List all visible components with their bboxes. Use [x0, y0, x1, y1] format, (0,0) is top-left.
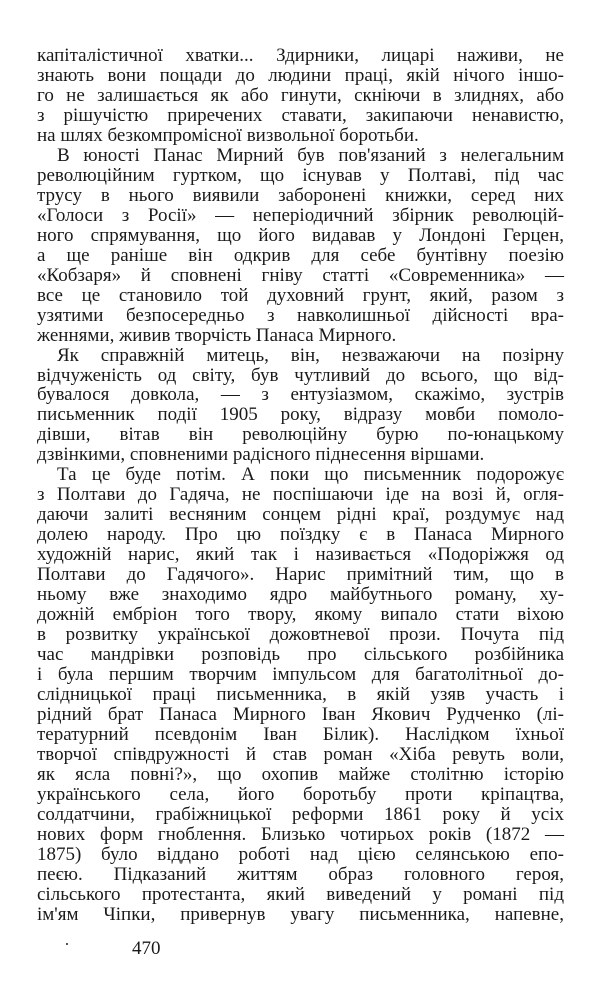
- text-line: го не залишається як або гинути, скніючи в злиднях, або: [37, 84, 564, 106]
- text-line: на шлях безкомпромісної визвольної боротьби.: [37, 124, 419, 146]
- text-line: знають вони пощади до людини праці, якій нічого іншо-: [37, 64, 564, 86]
- text-line: тературний псевдонім Іван Білик). Наслідком їхньої: [37, 723, 564, 745]
- text-line: рідний брат Панаса Мирного Іван Якович Рудченко (лі-: [37, 703, 564, 725]
- text-line: Полтави до Гадячого». Нарис примітний тим, що в: [37, 564, 564, 586]
- text-line: творчої співдружності й став роман «Хіба ревуть воли,: [37, 743, 564, 765]
- text-line: узятими безпосередньо з навколишньої дійсності вра-: [37, 304, 564, 326]
- text-line: ім'ям Чіпки, привернув увагу письменника, напевне,: [37, 903, 564, 925]
- scan-speck: [66, 943, 68, 945]
- paragraph: [37, 465, 564, 924]
- text-line: ного спрямування, що його видавав у Лондоні Герцен,: [37, 224, 564, 246]
- text-line: трусу в нього виявили заборонені книжки, серед них: [37, 184, 564, 206]
- text-line: слідницької праці письменника, в якій узяв участь і: [37, 684, 564, 705]
- text-line: час мандрівки розповідь про сільського розбійника: [37, 644, 564, 666]
- text-line: женнями, живив творчість Панаса Мирного.: [37, 324, 397, 346]
- text-line: солдатчини, грабіжницької реформи 1861 року й усіх: [37, 803, 564, 825]
- text-line: дівши, вітав він революційну бурю по-юнацькому: [37, 424, 564, 446]
- paragraph: [37, 46, 564, 146]
- text-line: революційним гуртком, що існував у Полтаві, під час: [37, 164, 564, 186]
- text-line: українського села, його боротьбу проти кріпацтва,: [37, 783, 564, 805]
- text-line: а ще раніше він одкрив для себе бунтівну поезію: [37, 244, 564, 266]
- text-line: відчуженість од світу, був чутливий до всього, що від-: [37, 364, 564, 386]
- text-line: 1875) було віддано роботі над цією селянською епо-: [37, 843, 564, 865]
- text-line: даючи залиті весняним сонцем рідні краї, роздумує над: [37, 504, 564, 526]
- text-line: дзвінкими, сповненими радісного піднесення віршами.: [37, 444, 485, 466]
- paragraph: [37, 146, 564, 346]
- paragraph: [37, 346, 564, 466]
- text-line: ньому вже знаходимо ядро майбутнього роману, ху-: [37, 584, 564, 606]
- text-line: пеєю. Підказаний життям образ головного героя,: [37, 863, 564, 885]
- text-line: як ясла повні?», що охопив майже столітню історію: [37, 763, 564, 785]
- text-line: дожній ембріон того твору, якому випало стати віхою: [37, 604, 564, 626]
- text-line: письменник події 1905 року, відразу мовби помоло-: [37, 404, 564, 426]
- text-line: сільського протестанта, який виведений у романі під: [37, 883, 564, 905]
- text-line: нових форм гноблення. Близько чотирьох років (1872 —: [37, 823, 564, 845]
- text-line: В юності Панас Мирний був пов'язаний з нелегальним: [57, 144, 564, 166]
- text-line: Та це буде потім. А поки що письменник подорожує: [57, 464, 564, 486]
- text-line: капіталістичної хватки... Здирники, лицарі наживи, не: [37, 45, 564, 66]
- text-line: з рішучістю приречених ставати, закипаючи ненавистю,: [37, 104, 564, 126]
- text-line: «Голоси з Росії» — неперіодичний збірник революцій-: [37, 204, 564, 226]
- text-line: Як справжній митець, він, незважаючи на позірну: [57, 344, 564, 366]
- page-number: 470: [132, 938, 161, 959]
- text-line: «Кобзаря» й сповнені гніву статті «Современника» —: [37, 264, 564, 286]
- text-line: в розвитку української дожовтневої прози. Почута під: [37, 624, 564, 646]
- text-line: художній нарис, який так і називається «Подоріжжя од: [37, 544, 564, 566]
- text-line: долею народу. Про цю поїздку є в Панаса Мирного: [37, 524, 564, 546]
- text-line: все це становило той духовний грунт, який, разом з: [37, 284, 564, 306]
- text-line: і була першим творчим імпульсом для багатолітньої до-: [37, 664, 564, 686]
- text-line: бувалося довкола, — з ентузіазмом, скажімо, зустрів: [37, 384, 564, 406]
- page-body-text: [37, 46, 564, 925]
- text-line: з Полтави до Гадяча, не поспішаючи іде на возі й, огля-: [37, 484, 564, 506]
